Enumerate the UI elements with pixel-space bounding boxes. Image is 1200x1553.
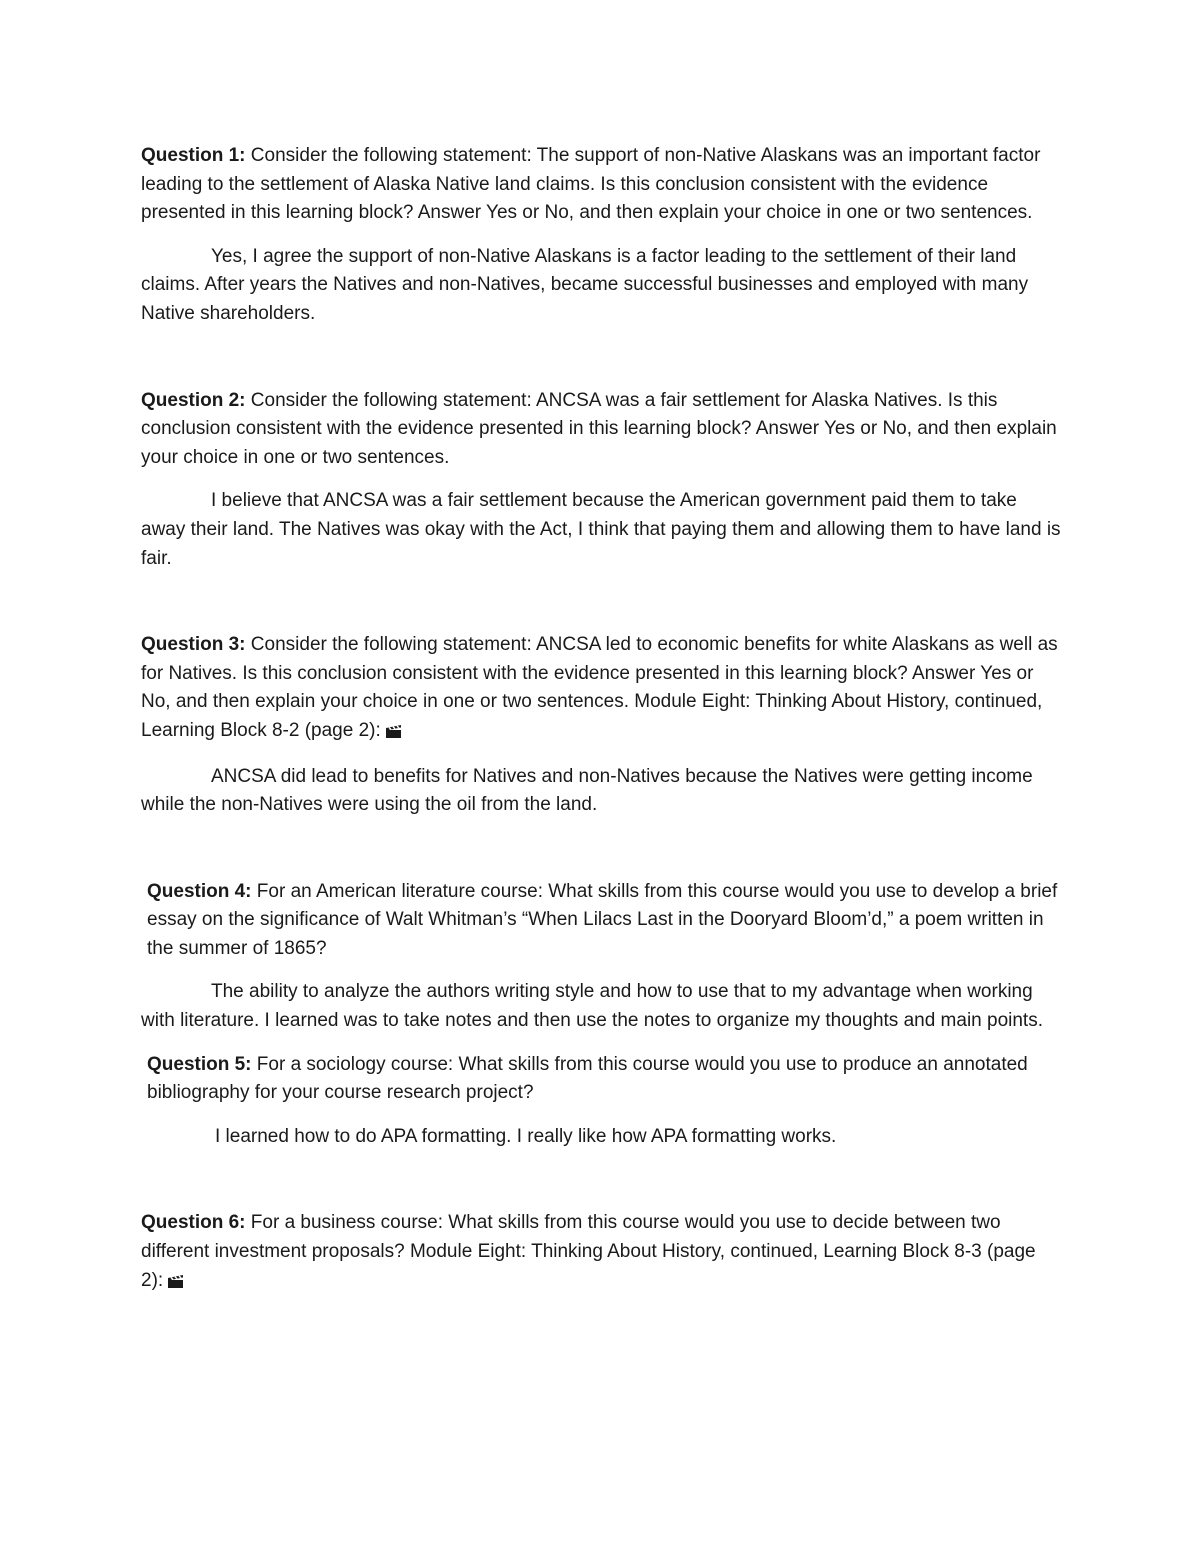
question-6: [141, 1209, 1061, 1297]
question-6-text: For a business course: What skills from this course would you use to decide between two different investment proposals? Module Eight: Thinking About History, continued, Learning Block 8-3 (page 2):: [141, 1212, 1036, 1291]
question-2: [141, 387, 1061, 473]
question-2-text: Consider the following statement: ANCSA was a fair settlement for Alaska Natives. Is this conclusion consistent with the evidence presented in this learning block? Answer Yes or No, and then explain your choice in one or two sentences.: [141, 389, 1057, 468]
question-2-label: Question 2:: [141, 389, 246, 411]
question-1-label: Question 1:: [141, 145, 246, 166]
question-4-text: For an American literature course: What skills from this course would you use to develop a brief essay on the significance of Walt Whitman’s “When Lilacs Last in the Dooryard Bloom’d,” a poem written in the summer of 1865?: [147, 880, 1058, 959]
clapperboard-icon: [167, 1269, 184, 1298]
clapperboard-icon: [385, 719, 402, 748]
answer-4: The ability to analyze the authors writing style and how to use that to my advantage when working with literature. I learned was to take notes and then use the notes to organize my thoughts and main points.: [141, 981, 1043, 1032]
answer-1: Yes, I agree the support of non-Native Alaskans is a factor leading to the settlement of their land claims. After years the Natives and non-Natives, became successful businesses and employed with many Native shareholders.: [141, 245, 1029, 324]
answer-2: I believe that ANCSA was a fair settlement because the American government paid them to take away their land. The Natives was okay with the Act, I think that paying them and allowing them to have land is fair.: [141, 490, 1061, 569]
answer-5: I learned how to do APA formatting. I really like how APA formatting works.: [215, 1125, 837, 1147]
question-1-text: Consider the following statement: The support of non-Native Alaskans was an important factor leading to the settlement of Alaska Native land claims. Is this conclusion consistent with the evidence presented in this learning block? Answer Yes or No, and then explain your choice in one or two sentences.: [141, 145, 1041, 224]
question-5-label: Question 5:: [147, 1053, 252, 1075]
question-3-text: Consider the following statement: ANCSA led to economic benefits for white Alaskans as well as for Natives. Is this conclusion consistent with the evidence presented in this learning block? Answer Yes or No, and then explain your choice in one or two sentences. Module Eight: Thinking About History, continued, Learning Block 8-2 (page 2):: [141, 634, 1058, 741]
question-5-text: For a sociology course: What skills from this course would you use to produce an annotated bibliography for your course research project?: [147, 1053, 1028, 1104]
question-4-label: Question 4:: [147, 880, 252, 902]
question-5: [141, 1051, 1061, 1108]
question-1: [141, 142, 1061, 228]
question-3: [141, 631, 1061, 747]
question-6-label: Question 6:: [141, 1212, 246, 1234]
question-3-label: Question 3:: [141, 634, 246, 656]
answer-3: ANCSA did lead to benefits for Natives and non-Natives because the Natives were getting income while the non-Natives were using the oil from the land.: [141, 765, 1033, 816]
question-4: [141, 878, 1061, 964]
document-body: [141, 142, 1061, 1297]
